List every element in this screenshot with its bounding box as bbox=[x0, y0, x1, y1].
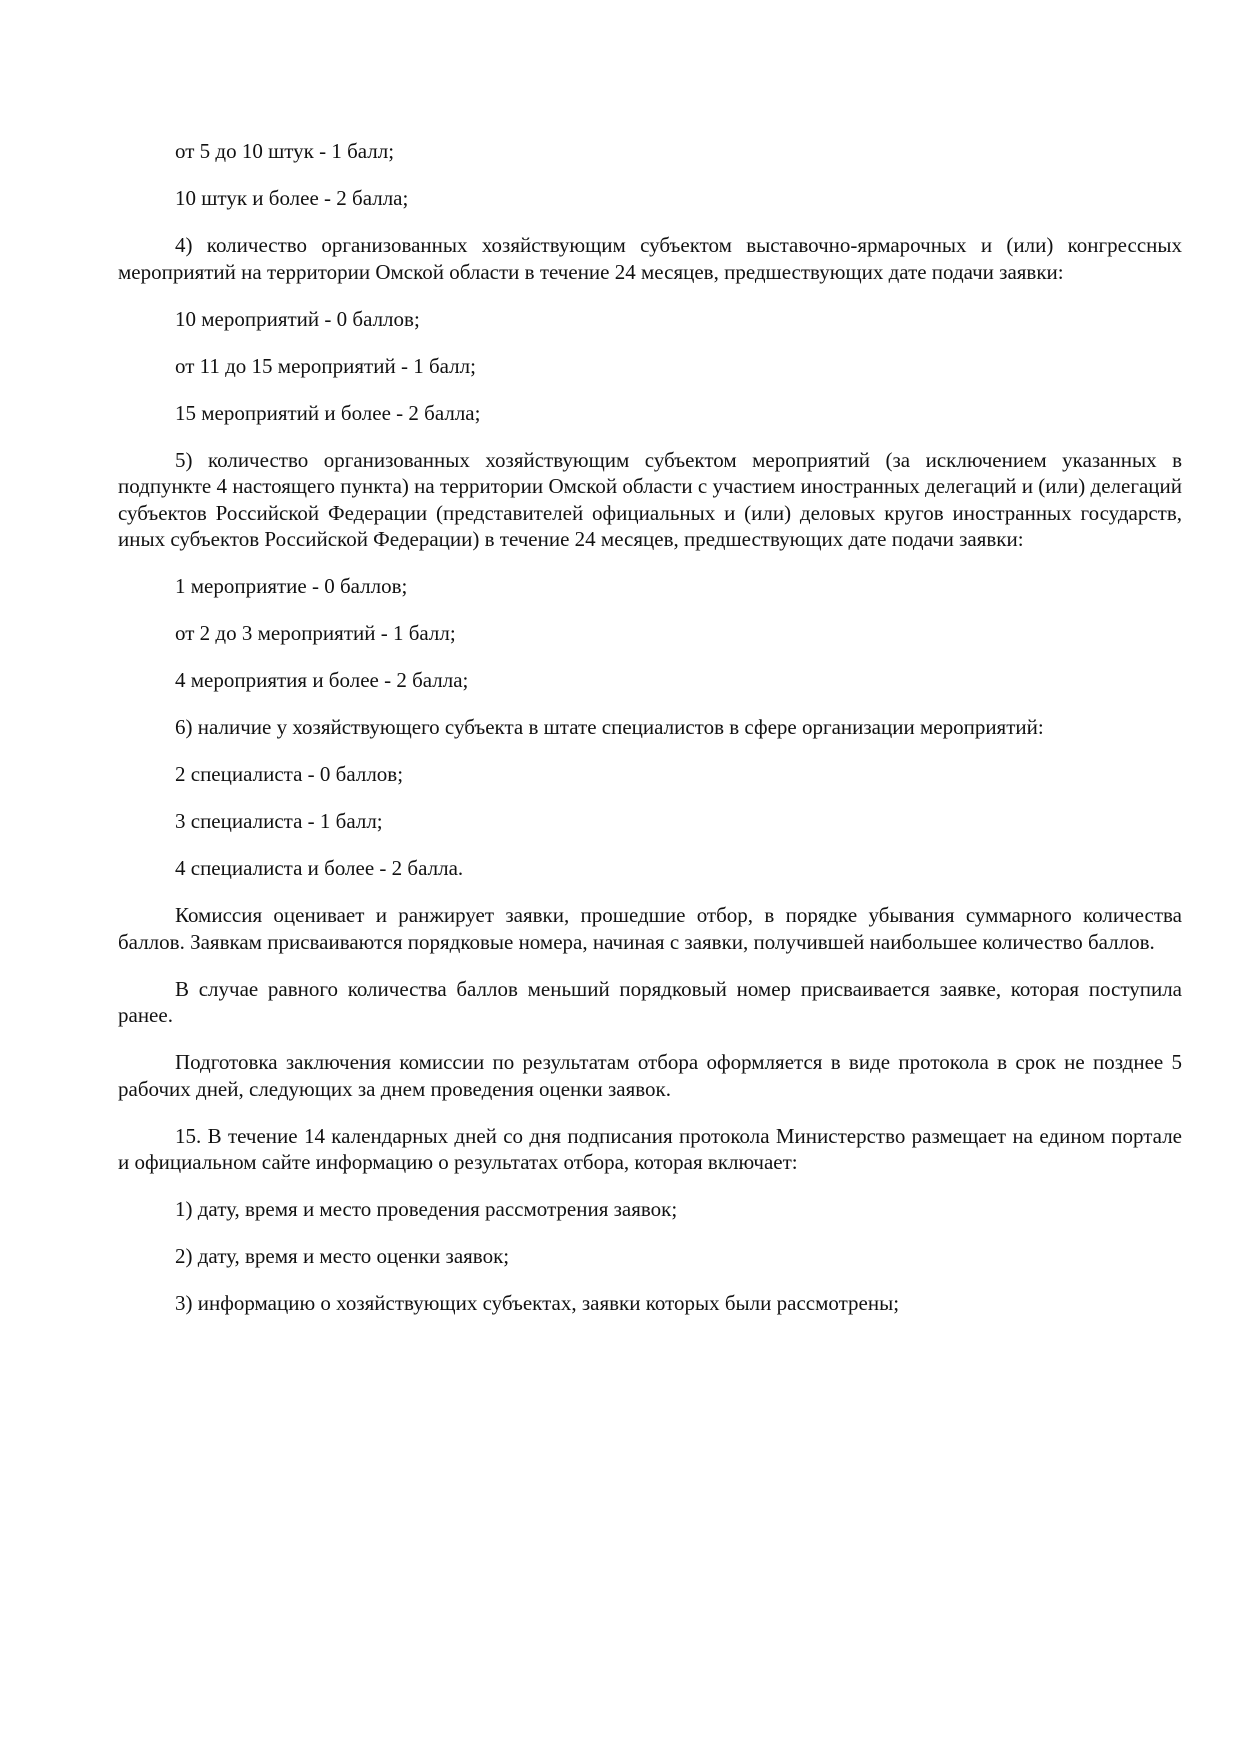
paragraph: В случае равного количества баллов меньший порядковый номер присваивается заявке, которая поступила ранее. bbox=[118, 976, 1182, 1028]
paragraph: 5) количество организованных хозяйствующим субъектом мероприятий (за исключением указанных в подпункте 4 настоящего пункта) на территории Омской области с участием иностранных делегаций и (или) делегаций субъектов Российской Федерации (представителей официальных и (или) деловых кругов иностранных государств, иных субъектов Российской Федерации) в течение 24 месяцев, предшествующих дате подачи заявки: bbox=[118, 447, 1182, 552]
paragraph: от 5 до 10 штук - 1 балл; bbox=[175, 139, 395, 163]
paragraph: 2) дату, время и место оценки заявок; bbox=[175, 1244, 510, 1269]
paragraph: 10 штук и более - 2 балла; bbox=[175, 185, 409, 210]
paragraph: 15. В течение 14 календарных дней со дня подписания протокола Министерство размещает на едином портале и официальном сайте информацию о результатах отбора, которая включает: bbox=[118, 1123, 1182, 1175]
paragraph: 3 специалиста - 1 балл; bbox=[175, 809, 383, 834]
paragraph: 4) количество организованных хозяйствующим субъектом выставочно-ярмарочных и (или) конгрессных мероприятий на территории Омской области в течение 24 месяцев, предшествующих дате подачи заявки: bbox=[118, 232, 1182, 284]
paragraph: от 2 до 3 мероприятий - 1 балл; bbox=[175, 621, 456, 646]
paragraph: Комиссия оценивает и ранжирует заявки, прошедшие отбор, в порядке убывания суммарного количества баллов. Заявкам присваиваются порядковые номера, начиная с заявки, получившей наибольшее количество баллов. bbox=[118, 903, 1182, 954]
paragraph: 3) информацию о хозяйствующих субъектах, заявки которых были рассмотрены; bbox=[175, 1291, 900, 1316]
paragraph: 2 специалиста - 0 баллов; bbox=[175, 762, 404, 787]
paragraph: 1) дату, время и место проведения рассмотрения заявок; bbox=[175, 1197, 678, 1222]
paragraph: 4 специалиста и более - 2 балла. bbox=[175, 856, 464, 881]
paragraph: 1 мероприятие - 0 баллов; bbox=[175, 574, 408, 599]
document-page bbox=[118, 138, 1182, 1337]
paragraph: 15 мероприятий и более - 2 балла; bbox=[175, 400, 481, 425]
paragraph: 6) наличие у хозяйствующего субъекта в штате специалистов в сфере организации мероприятий: bbox=[175, 715, 1044, 740]
paragraph: Подготовка заключения комиссии по результатам отбора оформляется в виде протокола в срок не позднее 5 рабочих дней, следующих за днем проведения оценки заявок. bbox=[118, 1050, 1182, 1101]
paragraph: от 11 до 15 мероприятий - 1 балл; bbox=[175, 353, 476, 378]
paragraph: 4 мероприятия и более - 2 балла; bbox=[175, 668, 469, 693]
paragraph: 10 мероприятий - 0 баллов; bbox=[175, 306, 420, 331]
